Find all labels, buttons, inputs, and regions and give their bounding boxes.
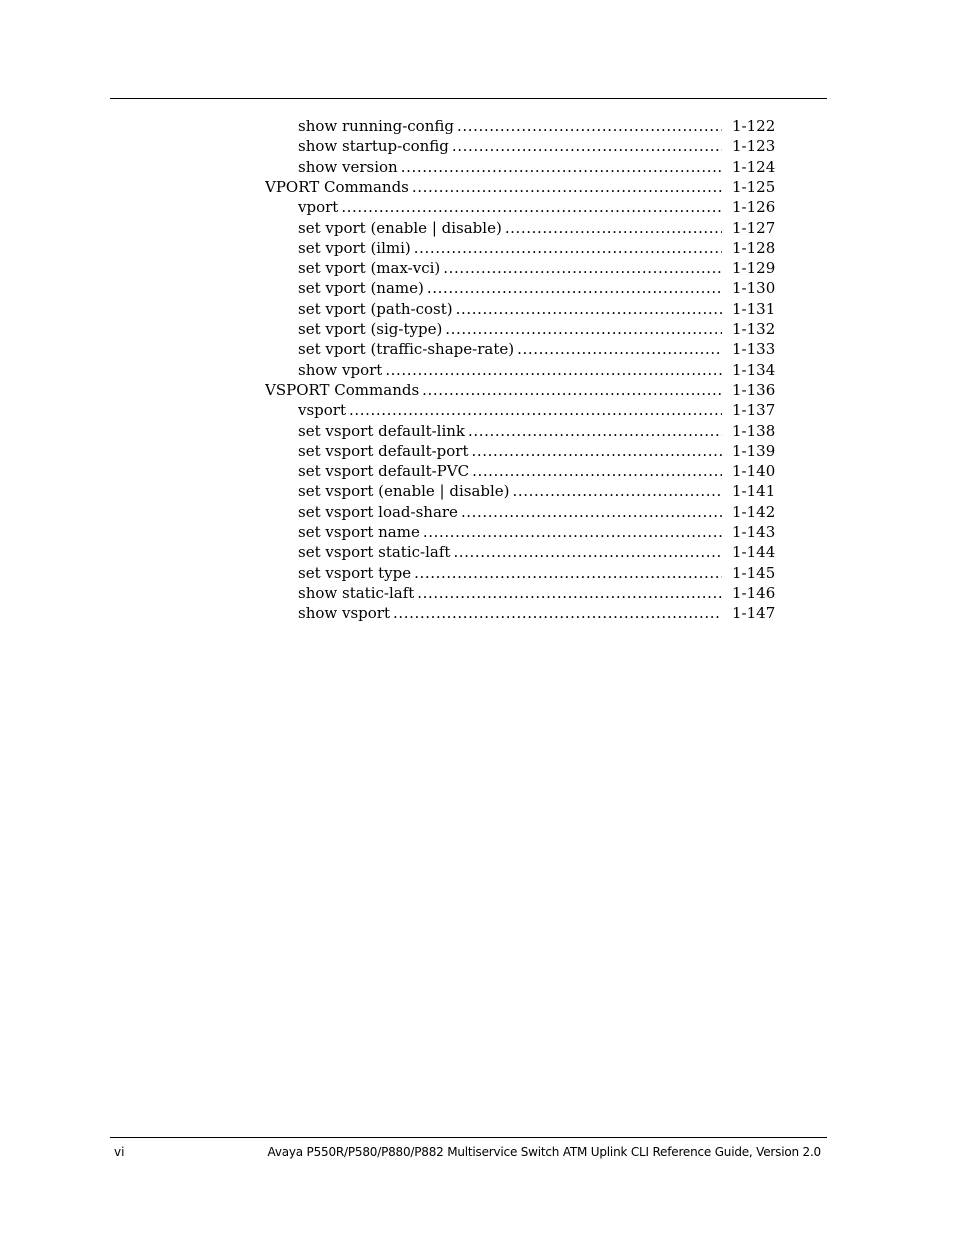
toc-entry-title: set vsport static-laft — [298, 543, 451, 561]
toc-entry[interactable] — [298, 502, 725, 522]
toc-entry[interactable] — [298, 218, 725, 238]
toc-entry-title: set vport (max-vci) — [298, 259, 441, 277]
toc-entry-page: 1-126 — [732, 198, 776, 216]
toc-dot-leader — [517, 339, 722, 359]
toc-entry-title: set vport (sig-type) — [298, 320, 443, 338]
toc-entry[interactable] — [298, 197, 725, 217]
toc-entry[interactable] — [298, 522, 725, 542]
toc-dot-leader — [422, 380, 722, 400]
toc-entry-title: set vsport name — [298, 523, 420, 541]
toc-entry-page: 1-133 — [732, 340, 776, 358]
toc-entry-page: 1-145 — [732, 564, 776, 582]
toc-entry-title: set vport (enable | disable) — [298, 219, 502, 237]
toc-entry-page: 1-146 — [732, 584, 776, 602]
toc-dot-leader — [423, 522, 722, 542]
toc-dot-leader — [427, 278, 722, 298]
toc-entry-title: vport — [298, 198, 339, 216]
toc-entry[interactable] — [298, 238, 725, 258]
toc-entry-page: 1-124 — [732, 158, 776, 176]
toc-entry[interactable] — [298, 157, 725, 177]
toc-entry[interactable] — [298, 542, 725, 562]
toc-entry[interactable] — [298, 319, 725, 339]
toc-entry-page: 1-141 — [732, 482, 776, 500]
toc-dot-leader — [472, 441, 722, 461]
toc-dot-leader — [412, 177, 722, 197]
toc-dot-leader — [453, 542, 722, 562]
toc-entry-title: show running-config — [298, 117, 454, 135]
toc-entry-page: 1-132 — [732, 320, 776, 338]
toc-entry-title: vsport — [298, 401, 347, 419]
toc-entry-page: 1-123 — [732, 137, 776, 155]
toc-dot-leader — [417, 583, 722, 603]
toc-entry-page: 1-131 — [732, 300, 776, 318]
toc-entry[interactable] — [298, 400, 725, 420]
toc-dot-leader — [472, 461, 722, 481]
toc-entry-title: set vsport type — [298, 564, 412, 582]
toc-entry-title: show vsport — [298, 604, 390, 622]
toc-entry-page: 1-128 — [732, 239, 776, 257]
toc-dot-leader — [401, 157, 722, 177]
toc-entry-page: 1-125 — [732, 178, 776, 196]
toc-entry[interactable] — [298, 441, 725, 461]
toc-entry-page: 1-144 — [732, 543, 776, 561]
toc-entry-page: 1-137 — [732, 401, 776, 419]
footer-rule — [110, 1137, 827, 1138]
toc-dot-leader — [445, 319, 722, 339]
toc-entry-title: VPORT Commands — [265, 178, 409, 196]
toc-entry-page: 1-140 — [732, 462, 776, 480]
toc-dot-leader — [456, 299, 722, 319]
toc-entry-title: set vsport (enable | disable) — [298, 482, 510, 500]
toc-entry[interactable] — [298, 421, 725, 441]
toc-entry[interactable] — [265, 177, 725, 197]
toc-entry-page: 1-130 — [732, 279, 776, 297]
toc-entry-title: set vsport default-PVC — [298, 462, 470, 480]
toc-entry-page: 1-134 — [732, 361, 776, 379]
toc-dot-leader — [457, 116, 722, 136]
toc-entry-page: 1-127 — [732, 219, 776, 237]
toc-entry-title: set vsport default-link — [298, 422, 466, 440]
toc-entry[interactable] — [298, 481, 725, 501]
toc-entry[interactable] — [298, 278, 725, 298]
toc-dot-leader — [505, 218, 722, 238]
toc-entry-page: 1-129 — [732, 259, 776, 277]
footer-page-number: vi — [114, 1145, 125, 1159]
toc-entry[interactable] — [298, 563, 725, 583]
toc-dot-leader — [385, 360, 722, 380]
toc-entry-title: set vport (traffic-shape-rate) — [298, 340, 515, 358]
toc-dot-leader — [341, 197, 722, 217]
header-rule — [110, 98, 827, 99]
toc-dot-leader — [414, 238, 722, 258]
toc-entry[interactable] — [298, 258, 725, 278]
toc-entry-page: 1-147 — [732, 604, 776, 622]
toc-entry-page: 1-139 — [732, 442, 776, 460]
toc-entry[interactable] — [298, 299, 725, 319]
toc-entry[interactable] — [298, 461, 725, 481]
toc-entry-title: show static-laft — [298, 584, 415, 602]
toc-entry[interactable] — [298, 116, 725, 136]
toc-entry-title: show version — [298, 158, 398, 176]
toc-entry-title: VSPORT Commands — [265, 381, 420, 399]
toc-entry-title: set vsport load-share — [298, 503, 458, 521]
toc-dot-leader — [461, 502, 722, 522]
toc-entry[interactable] — [298, 603, 725, 623]
toc-entry-title: show vport — [298, 361, 383, 379]
toc-entry-page: 1-143 — [732, 523, 776, 541]
toc-entry-title: show startup-config — [298, 137, 449, 155]
toc-entry-page: 1-142 — [732, 503, 776, 521]
toc-dot-leader — [393, 603, 722, 623]
toc-entry-title: set vport (path-cost) — [298, 300, 453, 318]
toc-dot-leader — [513, 481, 722, 501]
toc-entry-page: 1-138 — [732, 422, 776, 440]
toc-entry[interactable] — [265, 380, 725, 400]
toc-entry-title: set vsport default-port — [298, 442, 469, 460]
footer-document-title: Avaya P550R/P580/P880/P882 Multiservice Switch ATM Uplink CLI Reference Guide, Version 2.0 — [267, 1145, 821, 1159]
toc-entry[interactable] — [298, 583, 725, 603]
toc-entry[interactable] — [298, 339, 725, 359]
toc-entry-title: set vport (ilmi) — [298, 239, 411, 257]
toc-entry[interactable] — [298, 136, 725, 156]
toc-dot-leader — [452, 136, 722, 156]
toc-entry[interactable] — [298, 360, 725, 380]
toc-dot-leader — [468, 421, 722, 441]
toc-dot-leader — [414, 563, 722, 583]
toc-entry-page: 1-122 — [732, 117, 776, 135]
toc-dot-leader — [349, 400, 722, 420]
toc-dot-leader — [443, 258, 722, 278]
toc-entry-title: set vport (name) — [298, 279, 424, 297]
toc-entry-page: 1-136 — [732, 381, 776, 399]
